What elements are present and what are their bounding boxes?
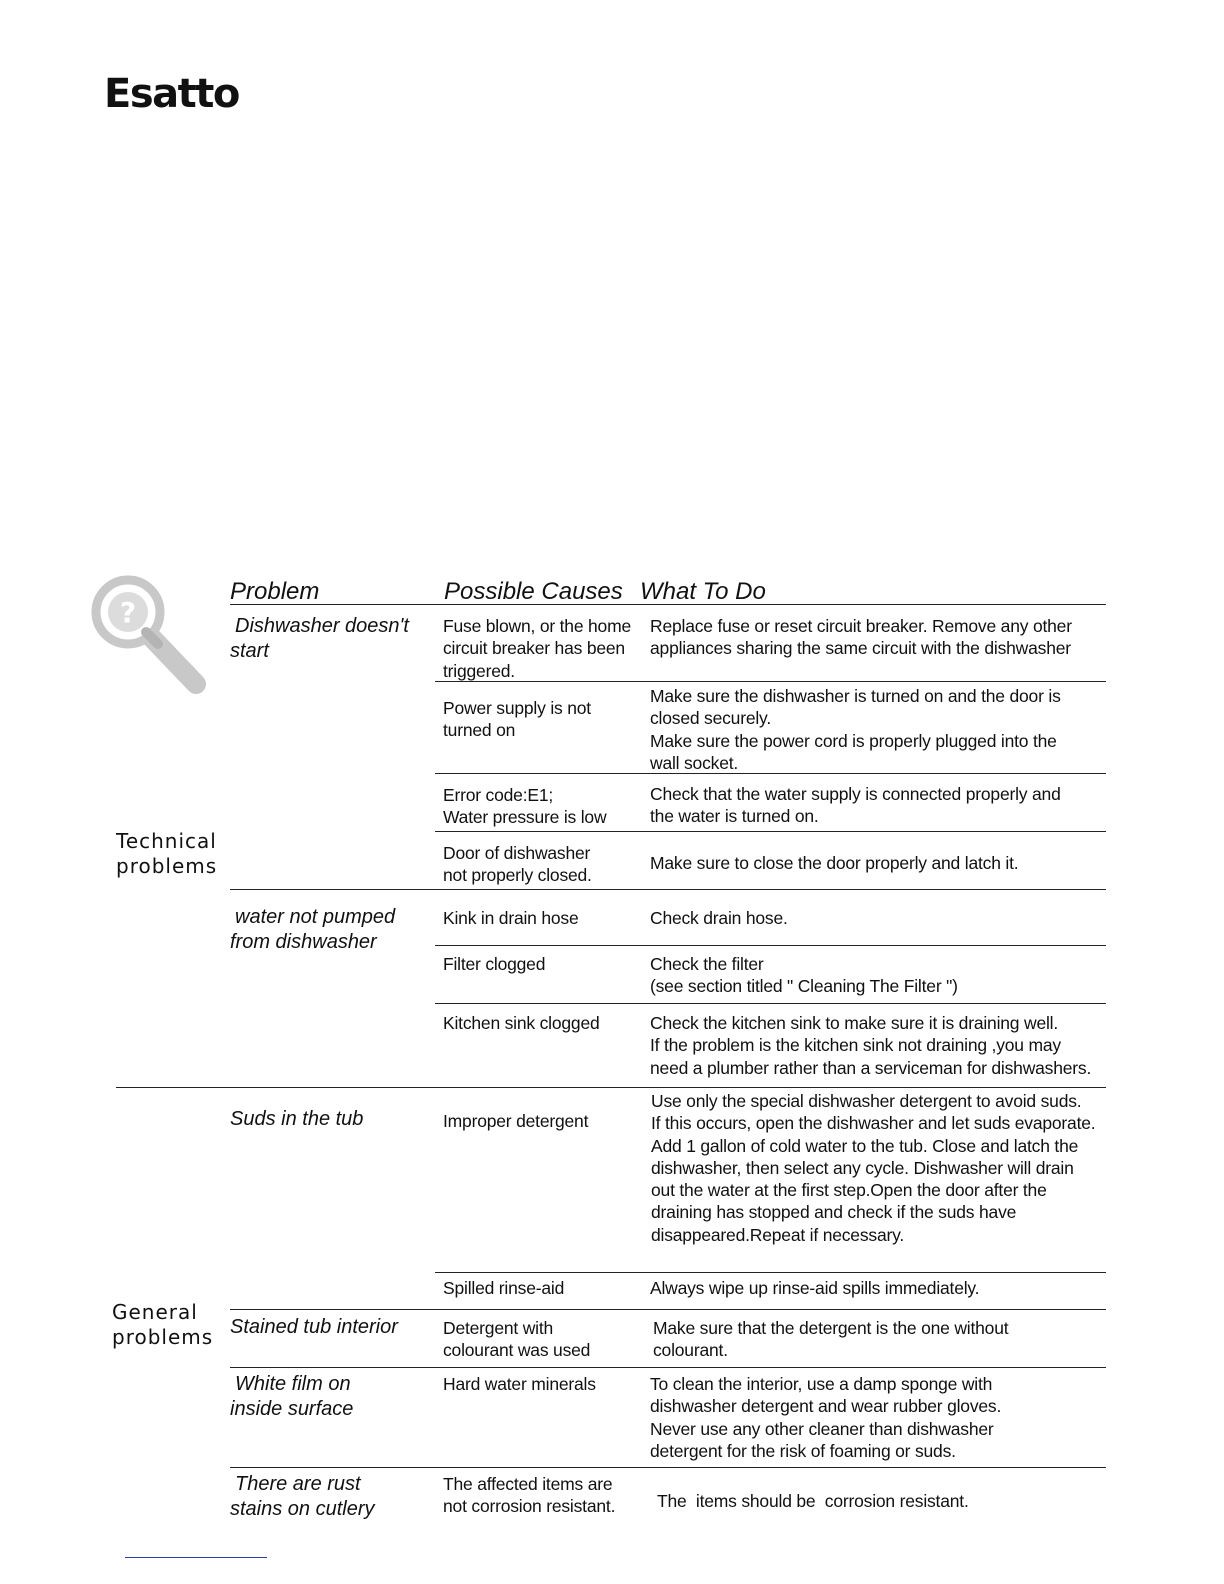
cause-cell: Hard water minerals	[443, 1374, 596, 1394]
row-divider	[435, 945, 1106, 946]
problem-divider	[230, 1309, 1106, 1310]
problem-label: There are rust stains on cutlery	[230, 1473, 375, 1520]
todo-cell: Make sure to close the door properly and latch it.	[650, 853, 1019, 873]
cause-cell: Improper detergent	[443, 1111, 589, 1131]
header-rule	[230, 604, 1106, 605]
footer-rule	[125, 1557, 267, 1558]
todo-cell: Check that the water supply is connected properly and the water is turned on.	[650, 784, 1061, 827]
cause-cell: The affected items are not corrosion resistant.	[443, 1474, 616, 1517]
row-divider	[435, 831, 1106, 832]
category-divider	[116, 1087, 1106, 1088]
cause-cell: Detergent with colourant was used	[443, 1318, 591, 1361]
cause-cell: Power supply is not turned on	[443, 698, 591, 741]
todo-cell: Check the kitchen sink to make sure it is draining well. If the problem is the kitchen sink not draining ,you may need a plumber rather than a serviceman for dishwashers.	[650, 1013, 1092, 1078]
header-possible-causes: Possible Causes	[444, 578, 623, 605]
cause-cell: Kink in drain hose	[443, 908, 579, 928]
problem-label: White film on inside surface	[230, 1373, 354, 1420]
problem-label: Dishwasher doesn't start	[230, 615, 409, 662]
cause-cell: Door of dishwasher not properly closed.	[443, 843, 592, 886]
magnifier-question-icon	[88, 572, 212, 698]
todo-cell: Make sure the dishwasher is turned on and the door is closed securely. Make sure the power cord is properly plugged into the wall socket.	[650, 686, 1061, 773]
problem-divider	[230, 1367, 1106, 1368]
problem-label: Suds in the tub	[230, 1108, 364, 1130]
row-divider	[435, 1003, 1106, 1004]
cause-cell: Kitchen sink clogged	[443, 1013, 600, 1033]
todo-cell: Replace fuse or reset circuit breaker. Remove any other appliances sharing the same circuit with the dishwasher	[650, 616, 1072, 659]
cause-cell: Filter clogged	[443, 954, 546, 974]
todo-cell: Make sure that the detergent is the one without colourant.	[653, 1318, 1009, 1361]
header-problem: Problem	[230, 578, 320, 605]
todo-cell: The items should be corrosion resistant.	[657, 1491, 969, 1511]
cause-cell: Spilled rinse-aid	[443, 1278, 565, 1298]
category-technical: Technical problems	[116, 829, 218, 878]
category-general: General problems	[112, 1300, 214, 1349]
row-divider	[435, 1272, 1106, 1273]
todo-cell: Always wipe up rinse-aid spills immediately.	[650, 1278, 980, 1298]
todo-cell: Use only the special dishwasher detergent to avoid suds. If this occurs, open the dishwasher and let suds evaporate. Add 1 gallon of cold water to the tub. Close and latch the dishwasher, then select any cycle. Dishwasher will drain out the water at the first step.Open the door after the draining has stopped and check if the suds have disappeared.Repeat if necessary.	[651, 1091, 1096, 1245]
todo-cell: Check the filter (see section titled " Cleaning The Filter ")	[650, 954, 958, 997]
problem-label: Stained tub interior	[230, 1316, 398, 1338]
cause-cell: Fuse blown, or the home circuit breaker has been triggered.	[443, 616, 632, 681]
cause-cell: Error code:E1; Water pressure is low	[443, 785, 607, 828]
problem-label: water not pumped from dishwasher	[230, 906, 396, 953]
problem-divider	[230, 1467, 1106, 1468]
brand-logo: Esatto	[104, 71, 239, 117]
svg-text:?: ?	[119, 596, 137, 629]
header-what-to-do: What To Do	[640, 578, 766, 605]
todo-cell: To clean the interior, use a damp sponge with dishwasher detergent and wear rubber gloves. Never use any other cleaner than dishwasher detergent for the risk of foaming or suds.	[650, 1374, 1002, 1461]
problem-divider	[230, 889, 1106, 890]
todo-cell: Check drain hose.	[650, 908, 788, 928]
